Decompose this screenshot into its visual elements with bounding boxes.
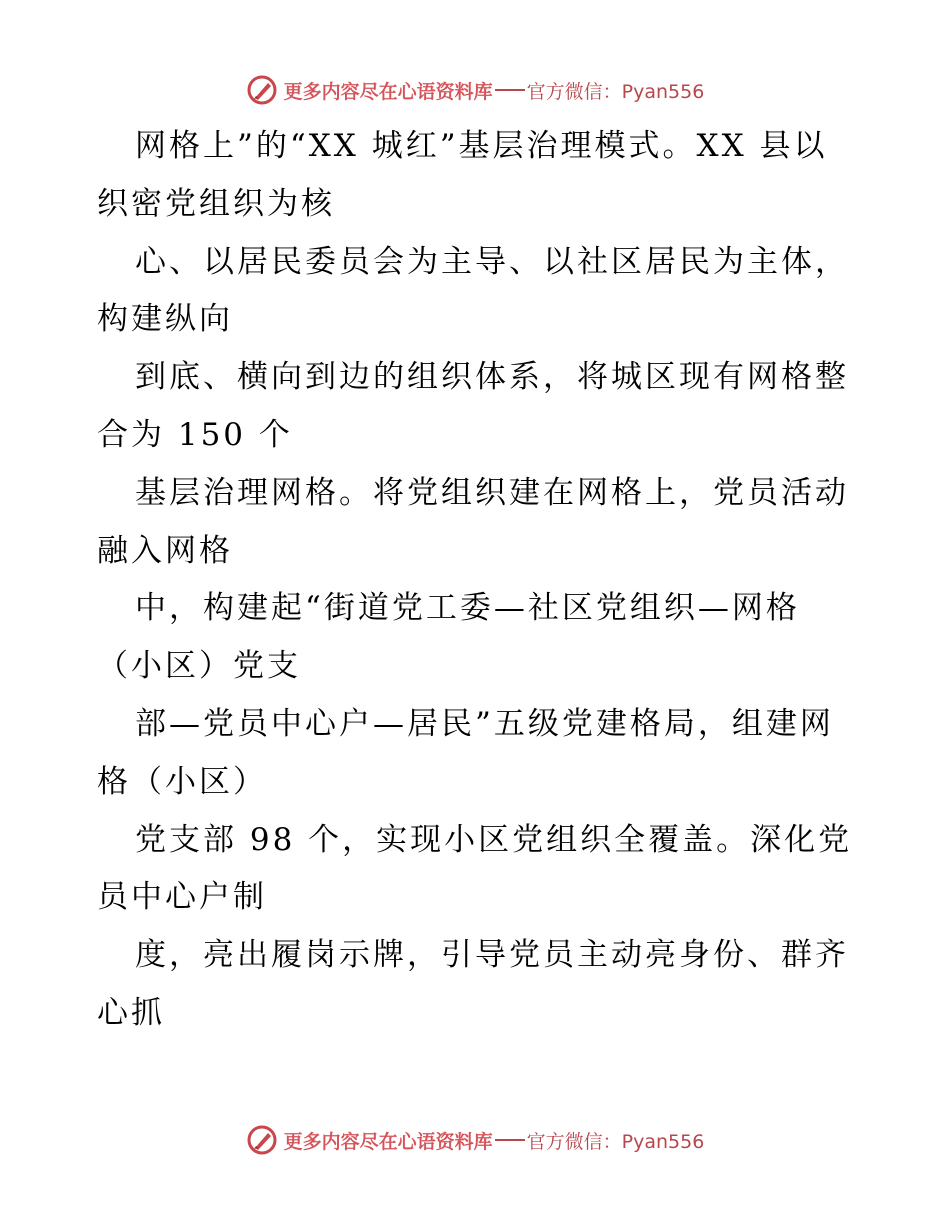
body-line: （小区）党支 — [97, 648, 301, 685]
document-body — [97, 118, 877, 1043]
header-contact-text: 官方微信：Pyan556 — [526, 80, 705, 103]
footer-contact-text: 官方微信：Pyan556 — [526, 1130, 705, 1153]
body-line: 合为 150 个 — [97, 416, 293, 453]
body-line: 融入网格 — [97, 532, 233, 569]
body-line: 织密党组织为核 — [97, 185, 335, 222]
header-brand-text: 更多内容尽在心语资料库 — [283, 80, 493, 103]
body-line: 构建纵向 — [97, 301, 233, 338]
header-banner — [0, 70, 950, 110]
body-line: 网格上”的“XX 城红”基层治理模式。XX 县以 — [135, 128, 828, 164]
body-line: 基层治理网格。将党组织建在网格上，党员活动 — [135, 474, 849, 511]
footer-dash — [495, 1139, 525, 1141]
pen-logo-icon — [246, 1124, 278, 1156]
footer-brand-text: 更多内容尽在心语资料库 — [283, 1130, 493, 1153]
body-line: 心、以居民委员会为主导、以社区居民为主体， — [135, 243, 849, 280]
body-line: 中，构建起“街道党工委—社区党组织—网格 — [135, 590, 800, 627]
body-line: 度，亮出履岗示牌，引导党员主动亮身份、群齐 — [135, 937, 849, 974]
body-line: 到底、横向到边的组织体系，将城区现有网格整 — [135, 359, 849, 396]
header-dash — [495, 89, 525, 91]
body-line: 心抓 — [97, 994, 165, 1031]
body-line: 部—党员中心户—居民”五级党建格局，组建网 — [135, 705, 834, 742]
body-line: 党支部 98 个，实现小区党组织全覆盖。深化党 — [135, 821, 853, 858]
footer-banner — [0, 1120, 950, 1160]
body-line: 员中心户制 — [97, 879, 267, 916]
pen-logo-icon — [246, 74, 278, 106]
body-line: 格（小区） — [97, 763, 267, 800]
